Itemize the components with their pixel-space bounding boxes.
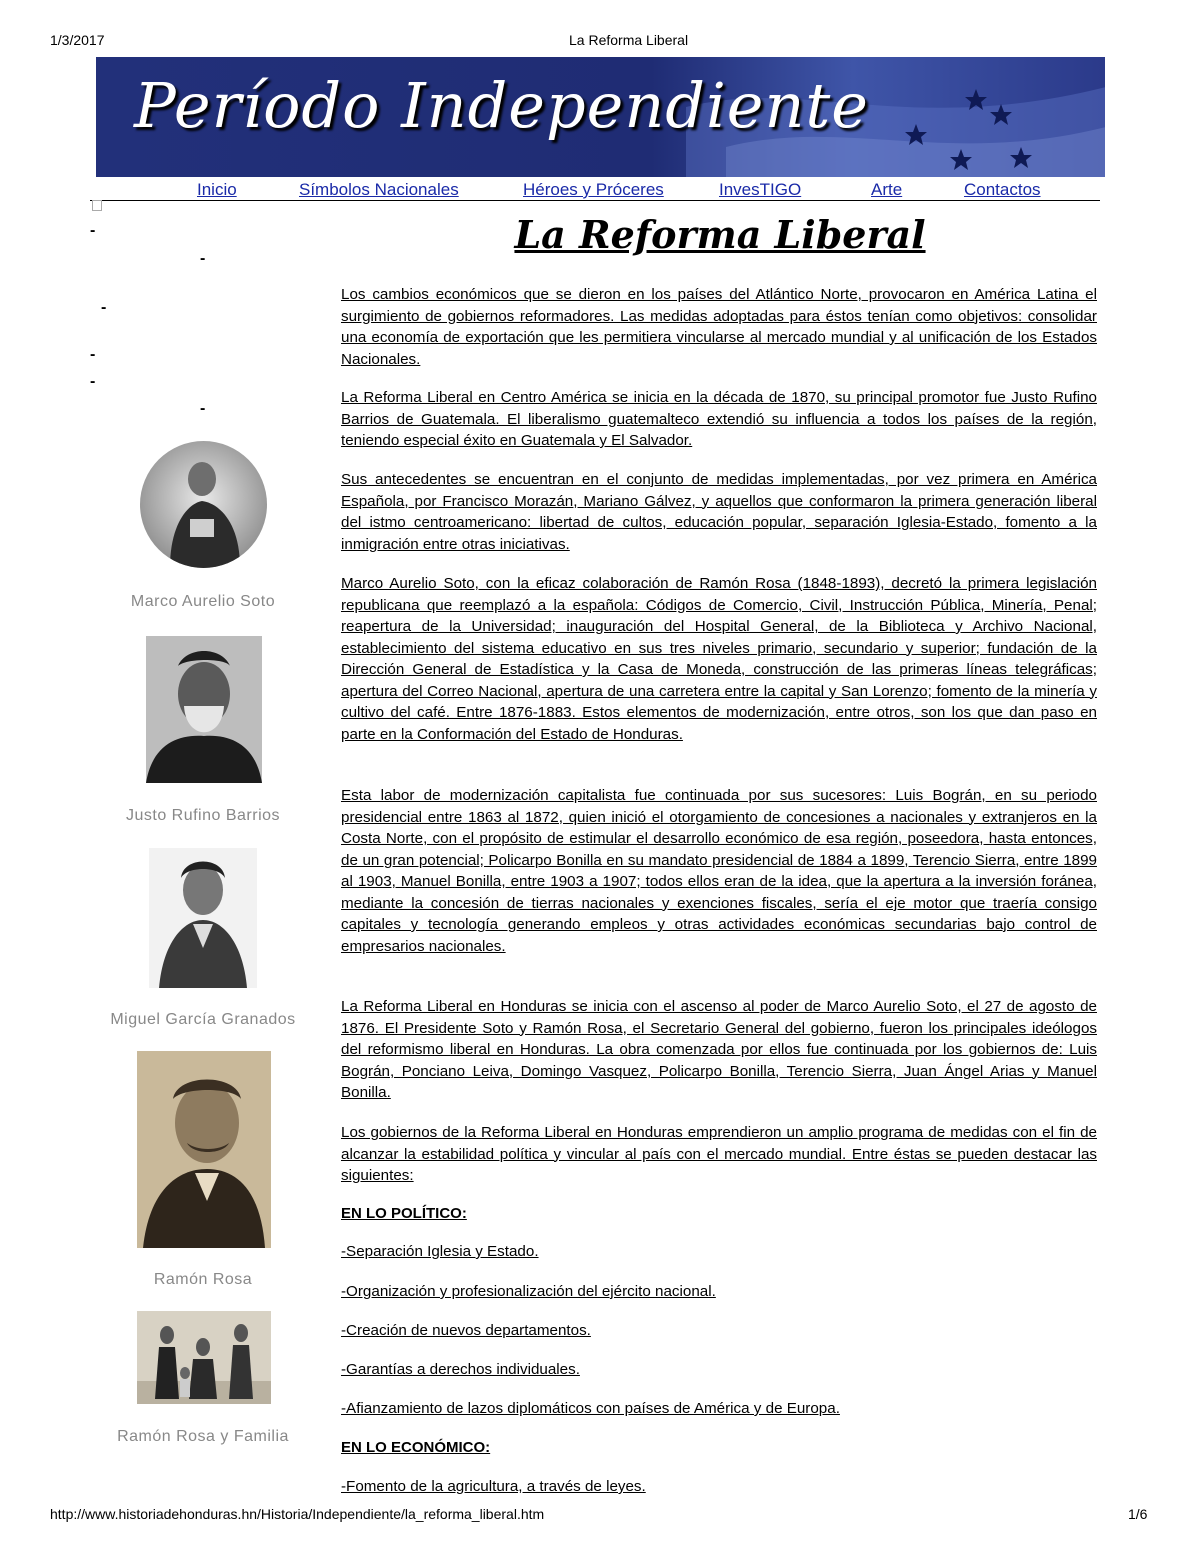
nav-link-investigo[interactable]: InvesTIGO <box>719 180 802 199</box>
list-item: -Afianzamiento de lazos diplomáticos con países de América y de Europa. <box>341 1400 840 1417</box>
caption-justo-rufino-barrios: Justo Rufino Barrios <box>125 807 281 824</box>
list-item: -Garantías a derechos individuales. <box>341 1361 580 1378</box>
portrait-marco-aurelio-soto <box>140 441 267 568</box>
paragraph: Sus antecedentes se encuentran en el conjunto de medidas implementadas, por vez primera en América Española, por Francisco Morazán, Mariano Gálvez, y aquellos que conformaron la primera generación liberal del istmo centroamericano: libertad de cultos, educación popular, separación Iglesia-Estado, fomento a la inmigración entre otras iniciativas. <box>341 471 1097 553</box>
sidebar-dash: - <box>90 346 96 363</box>
nav-link-arte[interactable]: Arte <box>871 180 903 199</box>
caption-ramon-rosa: Ramón Rosa <box>153 1271 253 1288</box>
paragraph: Marco Aurelio Soto, con la eficaz colaboración de Ramón Rosa (1848-1893), decretó la primera legislación republicana que reemplazó a la española: Códigos de Comercio, Civil, Instrucción Pública, Minería, Penal; reapertura de la Universidad; inauguración del Hospital General, de la Biblioteca y Archivo Nacional, establecimiento del sistema educativo en sus tres niveles primario, secundario y superior; fundación de la Dirección General de Estadística y la Casa de Moneda, construcción de las primeras líneas telegráficas; apertura del Correo Nacional, apertura de una carretera entre la capital y San Lorenzo; fomento de la minería y cultivo del café. Entre 1876-1883. Estos elementos de modernización, entre otros, son los que dan paso en parte en la Conformación del Estado de Honduras. <box>341 575 1097 743</box>
caption-miguel-garcia-granados: Miguel García Granados <box>110 1011 296 1028</box>
list-item: -Fomento de la agricultura, a través de leyes. <box>341 1478 646 1495</box>
paragraph: Esta labor de modernización capitalista fue continuada por sus sucesores: Luis Bográn, en su periodo presidencial entre 1863 al 1872, quien inició el otorgamiento de concesiones a nacionales y extranjeros en la Costa Norte, con el propósito de estimular el desarrollo económico de esa región, poseedora, hasta entonces, de un gran potencial; Policarpo Bonilla en su mandato presidencial de 1884 a 1899, Terencio Sierra, entre 1899 al 1903, Manuel Bonilla, entre 1903 a 1907; todos ellos eran de la idea, que la apertura a la inversión foránea, mediante la concesión de tierras nacionales y exenciones fiscales, sería el eje motor que traería consigo capitales y tecnología generando empleos y otras actividades económicas secundarias bajo control de empresarios nacionales. <box>341 787 1097 955</box>
portrait-miguel-garcia-granados <box>149 848 257 988</box>
list-item: -Creación de nuevos departamentos. <box>341 1322 591 1339</box>
paragraph: La Reforma Liberal en Centro América se inicia en la década de 1870, su principal promotor fue Justo Rufino Barrios de Guatemala. El liberalismo guatemalteco extendió su influencia a todos los países de la región, teniendo especial éxito en Guatemala y El Salvador. <box>341 389 1097 449</box>
sidebar-dash: - <box>90 222 96 239</box>
caption-marco-aurelio-soto: Marco Aurelio Soto <box>130 593 276 610</box>
portrait-ramon-rosa <box>137 1051 271 1248</box>
print-page-number: 1/6 <box>1128 1506 1148 1522</box>
nav-link-simbolos[interactable]: Símbolos Nacionales <box>299 180 459 199</box>
main-nav <box>90 178 1100 201</box>
paragraph: La Reforma Liberal en Honduras se inicia con el ascenso al poder de Marco Aurelio Soto, el 27 de agosto de 1876. El Presidente Soto y Ramón Rosa, el Secretario General del gobierno, fueron los principales ideólogos del reformismo liberal en Honduras. La obra comenzada por ellos fue continuada por los gobiernos de: Luis Bográn, Ponciano Leiva, Domingo Vasquez, Policarpo Bonilla, Terencio Sierra, Juan Ángel Arias y Manuel Bonilla. <box>341 998 1097 1101</box>
print-url: http://www.historiadehonduras.hn/Historia/Independiente/la_reforma_liberal.htm <box>50 1506 545 1522</box>
print-date: 1/3/2017 <box>50 32 105 48</box>
portrait-justo-rufino-barrios <box>146 636 262 783</box>
photo-ramon-rosa-familia <box>137 1311 271 1404</box>
page-title: La Reforma Liberal <box>514 212 926 257</box>
section-heading-economico: EN LO ECONÓMICO: <box>341 1439 491 1456</box>
nav-link-heroes[interactable]: Héroes y Próceres <box>523 180 664 199</box>
list-item: -Organización y profesionalización del ejército nacional. <box>341 1283 716 1300</box>
banner-title: Período Independiente <box>134 69 869 142</box>
print-page-title: La Reforma Liberal <box>569 32 689 48</box>
nav-link-contactos[interactable]: Contactos <box>964 180 1041 199</box>
paragraph: Los gobiernos de la Reforma Liberal en Honduras emprendieron un amplio programa de medidas con el fin de alcanzar la estabilidad política y vincular al país con el mercado mundial. Entre éstas se pueden destacar las siguientes: <box>341 1124 1097 1184</box>
sidebar-dash: - <box>101 299 107 316</box>
broken-image-icon <box>92 200 102 211</box>
sidebar-dash: - <box>90 373 96 390</box>
site-banner <box>96 57 1105 177</box>
list-item: -Separación Iglesia y Estado. <box>341 1243 539 1260</box>
caption-ramon-rosa-familia: Ramón Rosa y Familia <box>117 1428 289 1445</box>
sidebar-dash: - <box>200 250 206 267</box>
nav-link-inicio[interactable]: Inicio <box>197 180 237 199</box>
section-heading-politico: EN LO POLÍTICO: <box>341 1205 467 1222</box>
paragraph: Los cambios económicos que se dieron en los países del Atlántico Norte, provocaron en América Latina el surgimiento de gobiernos reformadores. Las medidas adoptadas para éstos tenían como objetivos: consolidar una economía de exportación que les permitiera vincularse al mercado mundial y al unificación de los Estados Nacionales. <box>341 286 1097 368</box>
sidebar-dash: - <box>200 400 206 417</box>
